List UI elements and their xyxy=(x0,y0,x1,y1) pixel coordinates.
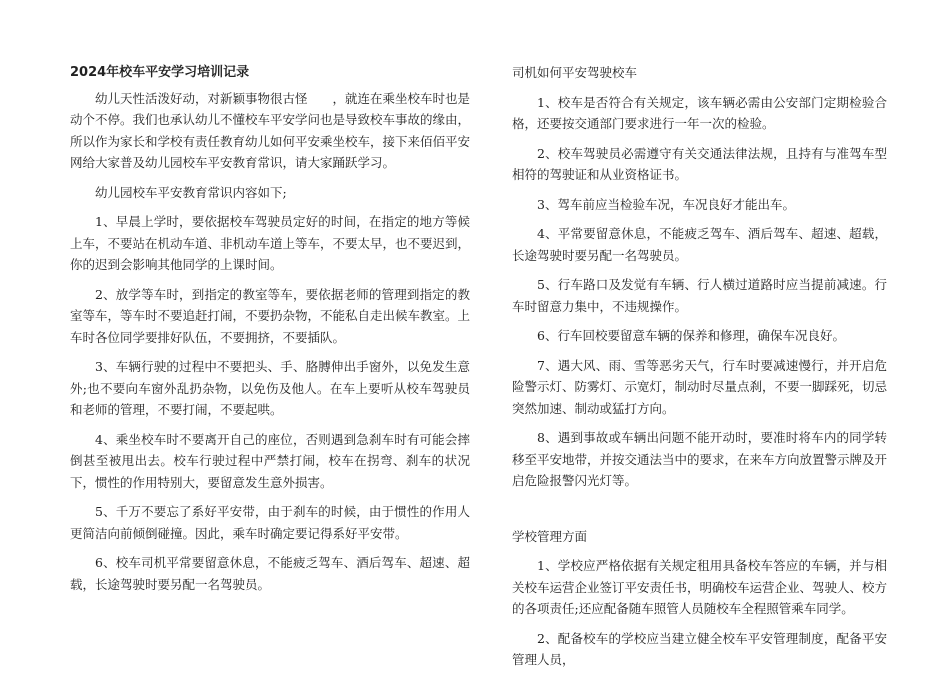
paragraph: 3、车辆行驶的过程中不要把头、手、胳膊伸出手窗外，以免发生意外;也不要向车窗外乱扔杂物，以免伤及他人。在车上要听从校车驾驶员和老师的管理，不要打闹，不要起哄。 xyxy=(70,359,470,417)
document-title: 2024年校车平安学习培训记录 xyxy=(70,65,250,80)
paragraph: 幼儿园校车平安教育常识内容如下; xyxy=(95,184,287,200)
paragraph: 2、校车驾驶员必需遵守有关交通法律法规，且持有与准驾车型相符的驾驶证和从业资格证书。 xyxy=(512,145,887,182)
paragraph: 1、校车是否符合有关规定，该车辆必需由公安部门定期检验合格，还要按交通部门要求进行一年一次的检验。 xyxy=(512,94,887,131)
section-heading-school: 学校管理方面 xyxy=(512,528,588,544)
spacer xyxy=(512,500,887,526)
paragraph: 6、校车司机平常要留意休息，不能疲乏驾车、酒后驾车、超速、超载，长途驾驶时要另配一名驾驶员。 xyxy=(70,555,470,592)
paragraph: 2、配备校车的学校应当建立健全校车平安管理制度，配备平安管理人员， xyxy=(512,630,887,667)
left-column xyxy=(70,62,470,603)
right-column xyxy=(512,62,887,679)
paragraph: 7、遇大风、雨、雪等恶劣天气，行车时要减速慢行，并开启危险警示灯、防雾灯、示宽灯，制动时尽量点刹，不要一脚踩死，切忌突然加速、制动或猛打方向。 xyxy=(512,357,888,416)
paragraph: 8、遇到事故或车辆出问题不能开动时，要准时将车内的同学转移至平安地带，并按交通法当中的要求，在来车方向放置警示牌及开启危险报警闪光灯等。 xyxy=(512,430,888,488)
paragraph: 4、乘坐校车时不要离开自己的座位，否则遇到急刹车时有可能会摔倒甚至被甩出去。校车行驶过程中严禁打闹，校车在拐弯、刹车的状况下，惯性的作用特别大，要留意发生意外损害。 xyxy=(70,431,470,490)
paragraph: 5、行车路口及发觉有车辆、行人横过道路时应当提前减速。行车时留意力集中，不违规操作。 xyxy=(512,277,887,314)
paragraph: 1、早晨上学时，要依据校车驾驶员定好的时间，在指定的地方等候上车，不要站在机动车道、非机动车道上等车，不要太早，也不要迟到，你的迟到会影响其他同学的上课时间。 xyxy=(70,214,471,272)
paragraph: 2、放学等车时，到指定的教室等车，要依据老师的管理到指定的教室等车，等车时不要追赶打闹，不要扔杂物，不能私自走出候车教室。上车时各位同学要排好队伍，不要拥挤，不要插队。 xyxy=(70,286,471,345)
paragraph: 3、驾车前应当检验车况，车况良好才能出车。 xyxy=(537,196,795,212)
paragraph: 6、行车回校要留意车辆的保养和修理，确保车况良好。 xyxy=(537,328,845,343)
paragraph: 4、平常要留意休息，不能疲乏驾车、酒后驾车、超速、超载，长途驾驶时要另配一名驾驶员。 xyxy=(512,226,887,263)
paragraph: 1、学校应严格依据有关规定租用具备校车答应的车辆，并与相关校车运营企业签订平安责任书，明确校车运营企业、驾驶人、校方的各项责任;还应配备随车照管人员随校车全程照管乘车同学。 xyxy=(512,558,888,616)
paragraph: 5、千万不要忘了系好平安带，由于刹车的时候，由于惯性的作用人更简洁向前倾倒碰撞。因此，乘车时确定要记得系好平安带。 xyxy=(70,504,470,541)
section-heading-driver: 司机如何平安驾驶校车 xyxy=(512,65,638,80)
paragraph: 幼儿天性活泼好动，对新颖事物很古怪 ，就连在乘坐校车时也是动个不停。我们也承认幼儿不懂校车平安学问也是导致校车事故的缘由，所以作为家长和学校有责任教育幼儿如何平安乘坐校车，接下来佰佰平安网给大家普及幼儿园校车平安教育常识，请大家踊跃学习。 xyxy=(70,90,471,170)
